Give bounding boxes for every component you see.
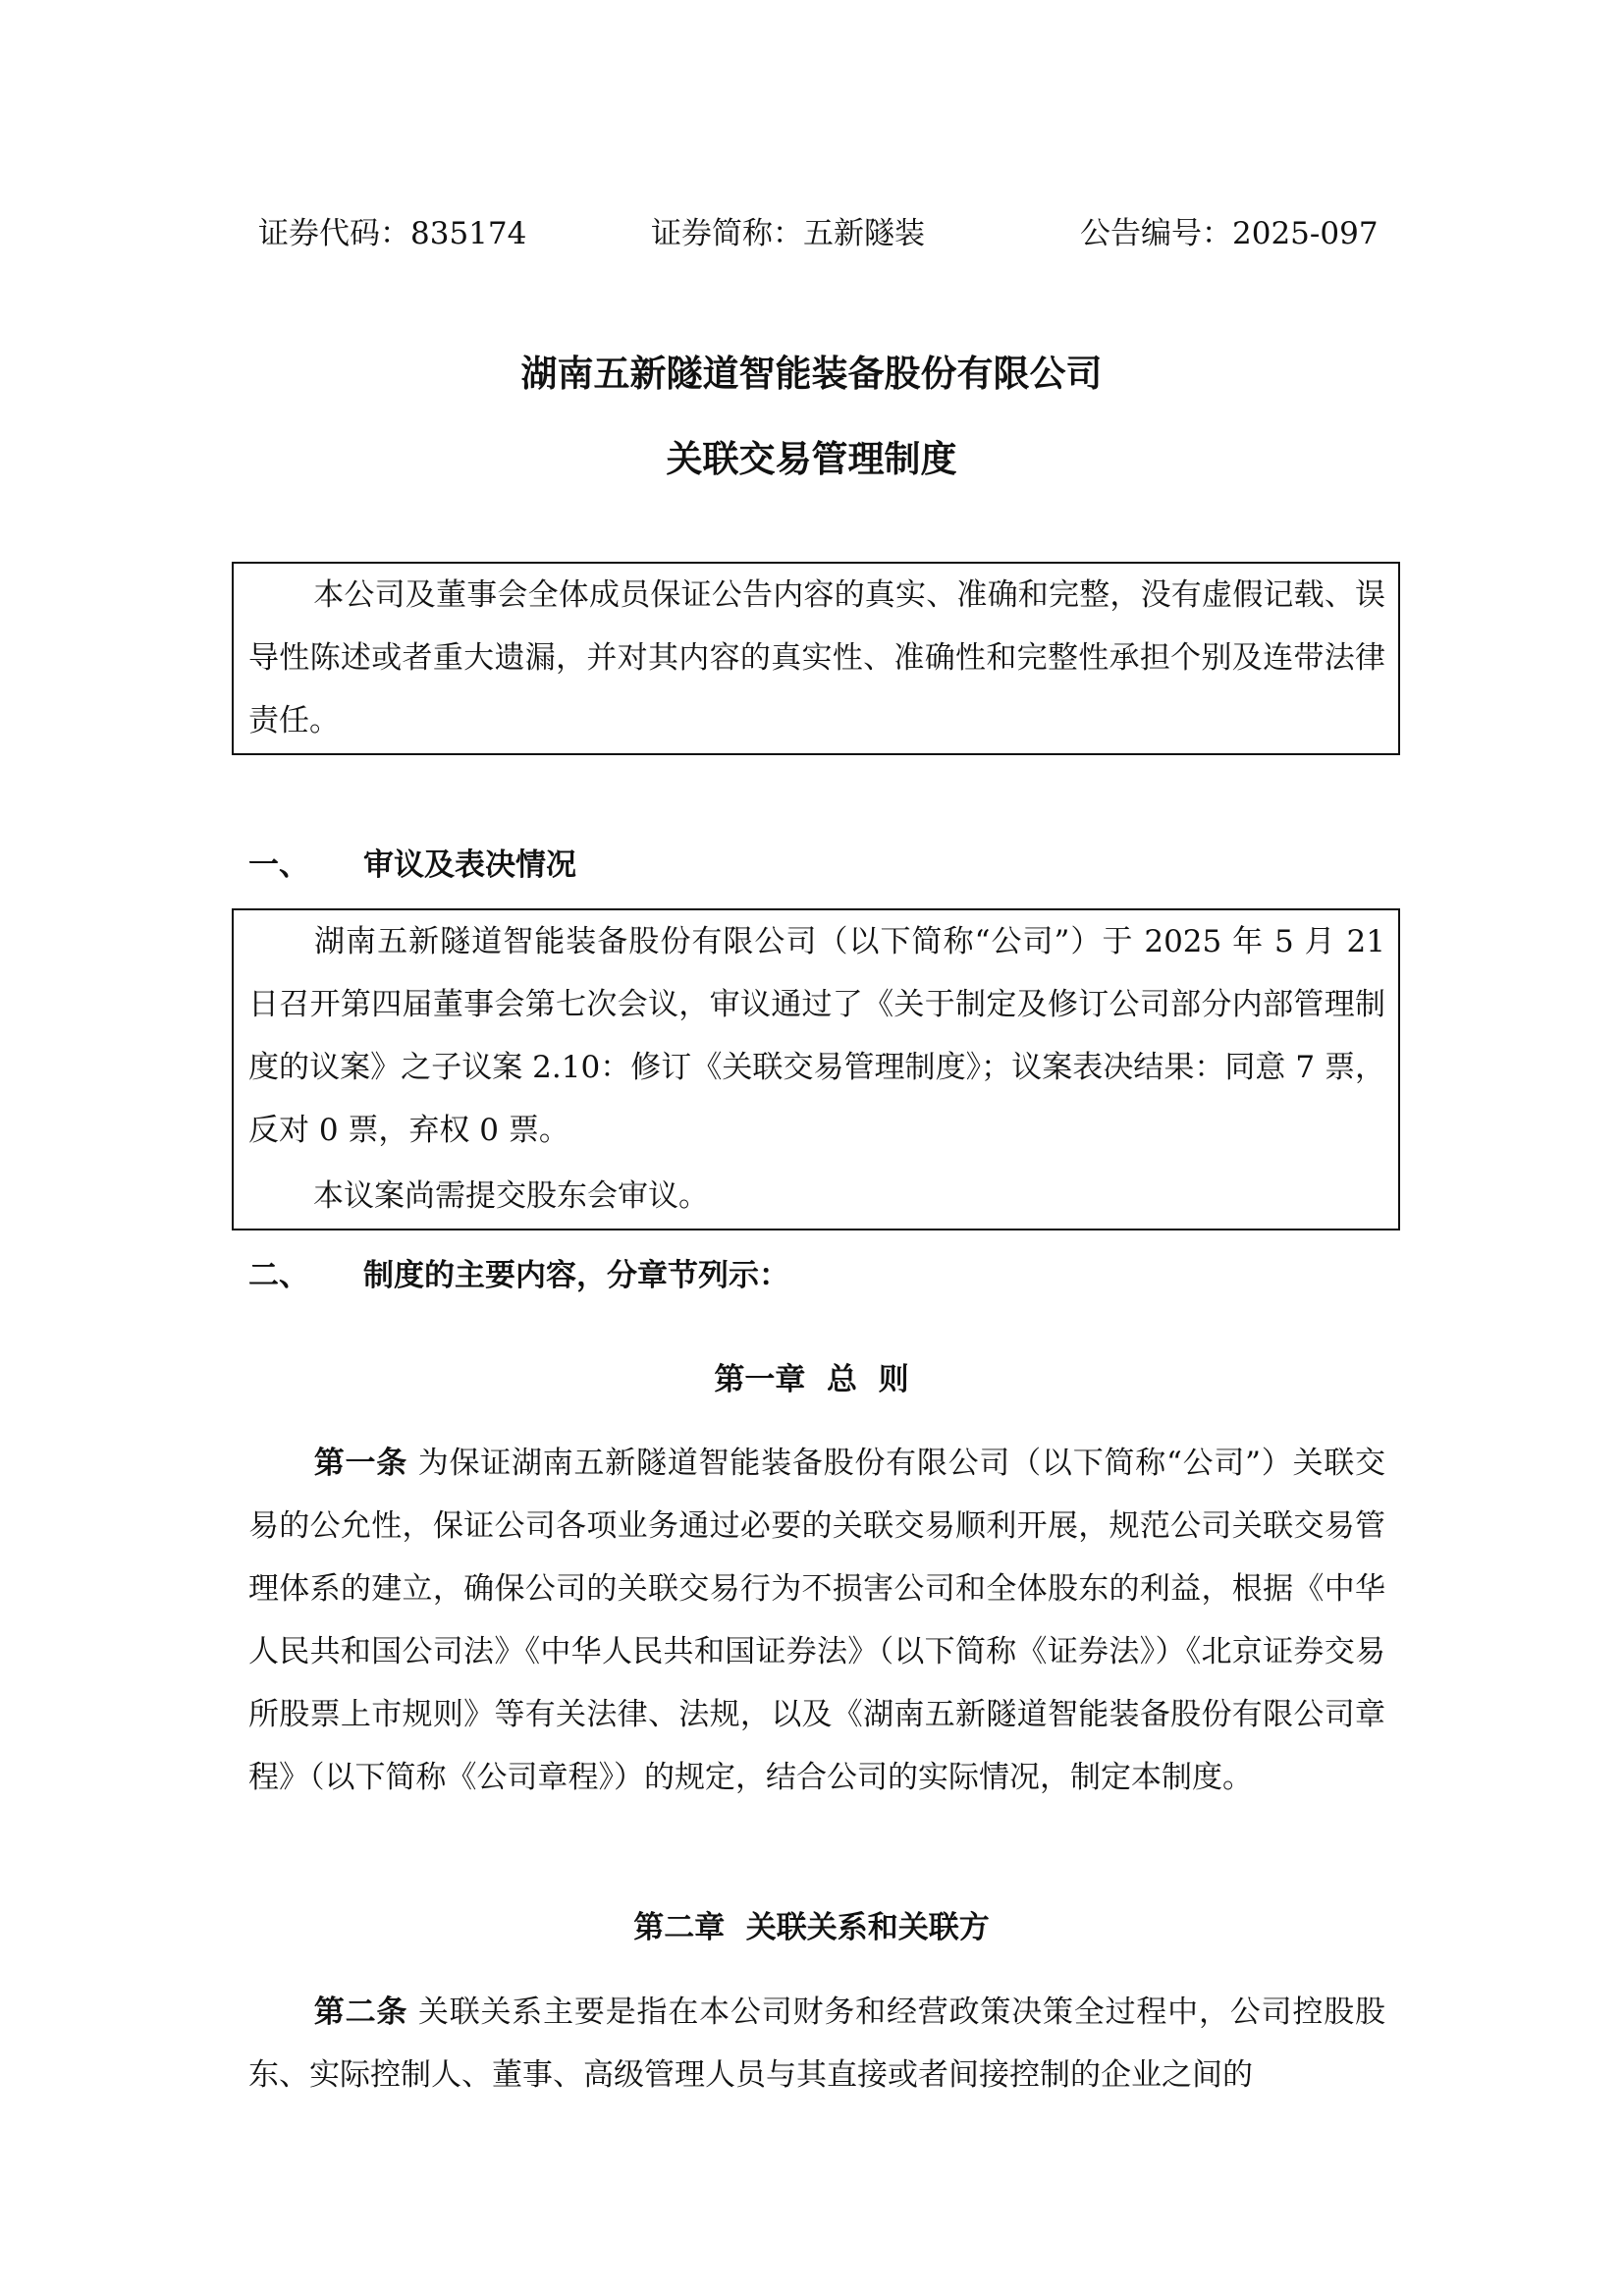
review-note: 本议案尚需提交股东会审议。	[313, 1178, 709, 1214]
announcement-number: 公告编号：2025-097	[1080, 216, 1379, 251]
article-1	[248, 1432, 1385, 1809]
chapter-heading-general: 第一章 总 则	[714, 1362, 909, 1397]
section-title: 审议及表决情况	[363, 847, 576, 883]
section-title: 制度的主要内容，分章节列示：	[363, 1258, 789, 1293]
section-number: 一、	[248, 847, 309, 883]
section-number: 二、	[248, 1258, 309, 1293]
section-heading-review	[248, 840, 576, 884]
stock-code: 证券代码：835174	[258, 216, 527, 251]
document-title: 关联交易管理制度	[666, 437, 957, 480]
article-text: 为保证湖南五新隧道智能装备股份有限公司（以下简称“公司”）关联交易的公允性，保证公司各项业务通过必要的关联交易顺利开展，规范公司关联交易管理体系的建立，确保公司的关联交易行为不损害公司和全体股东的利益，根据《中华人民共和国公司法》《中华人民共和国证券法》（以下简称《证券法》）《北京证券交易所股票上市规则》等有关法律、法规，以及《湖南五新隧道智能装备股份有限公司章程》（以下简称《公司章程》）的规定，结合公司的实际情况，制定本制度。	[248, 1446, 1386, 1795]
chapter-heading-related-parties: 第二章 关联关系和关联方	[633, 1910, 990, 1945]
section-heading-content	[248, 1250, 789, 1294]
company-title: 湖南五新隧道智能装备股份有限公司	[520, 352, 1103, 395]
announcement-header	[0, 208, 1623, 255]
notice-text: 本公司及董事会全体成员保证公告内容的真实、准确和完整，没有虚假记载、误导性陈述或者重大遗漏，并对其内容的真实性、准确性和完整性承担个别及连带法律责任。	[248, 577, 1385, 738]
article-text: 关联关系主要是指在本公司财务和经营政策决策全过程中，公司控股股东、实际控制人、董事、高级管理人员与其直接或者间接控制的企业之间的	[248, 1995, 1386, 2093]
article-label: 第一条	[313, 1446, 408, 1481]
article-2	[248, 1981, 1385, 2106]
article-label: 第二条	[313, 1995, 408, 2030]
stock-abbreviation: 证券简称：五新隧装	[651, 216, 925, 251]
review-text: 湖南五新隧道智能装备股份有限公司（以下简称“公司”）于 2025 年 5 月 21 日召开第四届董事会第七次会议，审议通过了《关于制定及修订公司部分内部管理制度的议案》之子议案 2.10：修订《关联交易管理制度》；议案表决结果：同意 7 票，反对 0 票，弃权 0 票。	[248, 924, 1385, 1148]
